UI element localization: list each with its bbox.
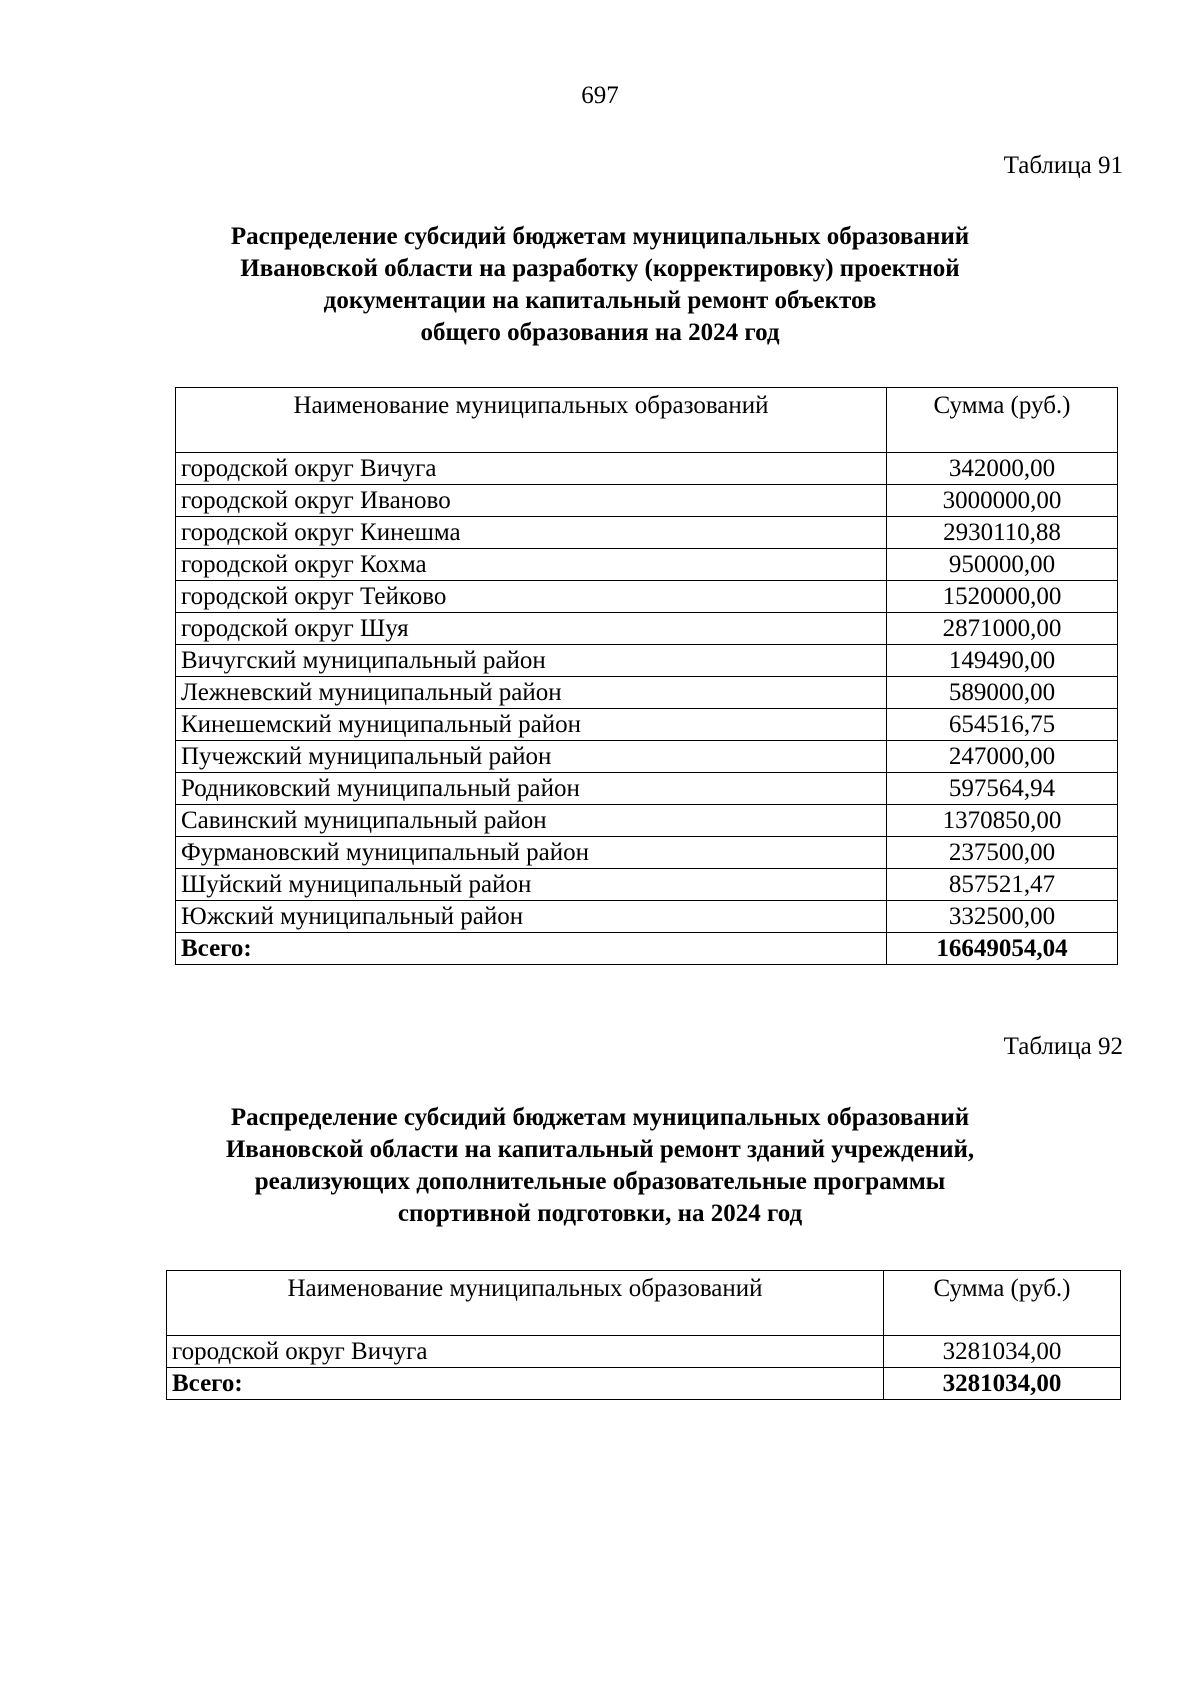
title-line: Распределение субсидий бюджетам муниципальных образований — [230, 1104, 970, 1131]
amount-value: 857521,47 — [887, 869, 1118, 901]
amount-value: 237500,00 — [887, 837, 1118, 869]
amount-value: 342000,00 — [887, 453, 1118, 485]
table-row — [176, 645, 1118, 677]
table-row — [167, 1336, 1121, 1368]
column-header-name: Наименование муниципальных образований — [176, 388, 887, 453]
table-row — [176, 773, 1118, 805]
table-row — [176, 549, 1118, 581]
table-92-title — [0, 1102, 1200, 1230]
municipality-name: Родниковский муниципальный район — [176, 773, 887, 805]
amount-value: 597564,94 — [887, 773, 1118, 805]
total-label: Всего: — [176, 933, 887, 965]
column-header-name: Наименование муниципальных образований — [167, 1271, 884, 1336]
table-row — [176, 837, 1118, 869]
municipality-name: Кинешемский муниципальный район — [176, 709, 887, 741]
table-header-row — [167, 1271, 1121, 1336]
table-row — [176, 485, 1118, 517]
table-row — [176, 901, 1118, 933]
amount-value: 950000,00 — [887, 549, 1118, 581]
municipality-name: Шуйский муниципальный район — [176, 869, 887, 901]
title-line: Распределение субсидий бюджетам муниципальных образований — [230, 223, 970, 250]
title-line: реализующих дополнительные образовательные программы — [254, 1168, 946, 1195]
municipality-name: Южский муниципальный район — [176, 901, 887, 933]
total-row — [176, 933, 1118, 965]
amount-value: 149490,00 — [887, 645, 1118, 677]
total-amount: 3281034,00 — [884, 1368, 1121, 1400]
table-row — [176, 613, 1118, 645]
column-header-amount: Сумма (руб.) — [887, 388, 1118, 453]
municipality-name: городской округ Вичуга — [176, 453, 887, 485]
municipality-name: городской округ Вичуга — [167, 1336, 884, 1368]
amount-value: 1370850,00 — [887, 805, 1118, 837]
amount-value: 3000000,00 — [887, 485, 1118, 517]
amount-value: 654516,75 — [887, 709, 1118, 741]
column-header-amount: Сумма (руб.) — [884, 1271, 1121, 1336]
title-line: Ивановской области на капитальный ремонт зданий учреждений, — [225, 1136, 975, 1163]
amount-value: 247000,00 — [887, 741, 1118, 773]
table-row — [176, 805, 1118, 837]
table-92 — [166, 1270, 1121, 1400]
title-line: документации на капитальный ремонт объектов — [323, 287, 877, 314]
table-header-row — [176, 388, 1118, 453]
title-line: общего образования на 2024 год — [420, 319, 780, 346]
total-label: Всего: — [167, 1368, 884, 1400]
table-row — [176, 677, 1118, 709]
table-91 — [175, 387, 1118, 965]
table-row — [176, 517, 1118, 549]
municipality-name: Савинский муниципальный район — [176, 805, 887, 837]
table-row — [176, 453, 1118, 485]
amount-value: 1520000,00 — [887, 581, 1118, 613]
table-row — [176, 709, 1118, 741]
municipality-name: Фурмановский муниципальный район — [176, 837, 887, 869]
total-amount: 16649054,04 — [887, 933, 1118, 965]
table-92-label: Таблица 92 — [1003, 1033, 1123, 1060]
municipality-name: Пучежский муниципальный район — [176, 741, 887, 773]
municipality-name: городской округ Шуя — [176, 613, 887, 645]
municipality-name: городской округ Кохма — [176, 549, 887, 581]
table-row — [176, 869, 1118, 901]
title-line: Ивановской области на разработку (корректировку) проектной — [240, 255, 960, 282]
municipality-name: Вичугский муниципальный район — [176, 645, 887, 677]
table-row — [176, 581, 1118, 613]
table-91-label: Таблица 91 — [1003, 152, 1123, 179]
municipality-name: городской округ Тейково — [176, 581, 887, 613]
table-91-title — [0, 221, 1200, 349]
amount-value: 332500,00 — [887, 901, 1118, 933]
table-row — [176, 741, 1118, 773]
municipality-name: городской округ Кинешма — [176, 517, 887, 549]
amount-value: 589000,00 — [887, 677, 1118, 709]
page-number: 697 — [581, 82, 619, 109]
amount-value: 3281034,00 — [884, 1336, 1121, 1368]
municipality-name: городской округ Иваново — [176, 485, 887, 517]
amount-value: 2871000,00 — [887, 613, 1118, 645]
title-line: спортивной подготовки, на 2024 год — [397, 1200, 803, 1227]
total-row — [167, 1368, 1121, 1400]
municipality-name: Лежневский муниципальный район — [176, 677, 887, 709]
amount-value: 2930110,88 — [887, 517, 1118, 549]
